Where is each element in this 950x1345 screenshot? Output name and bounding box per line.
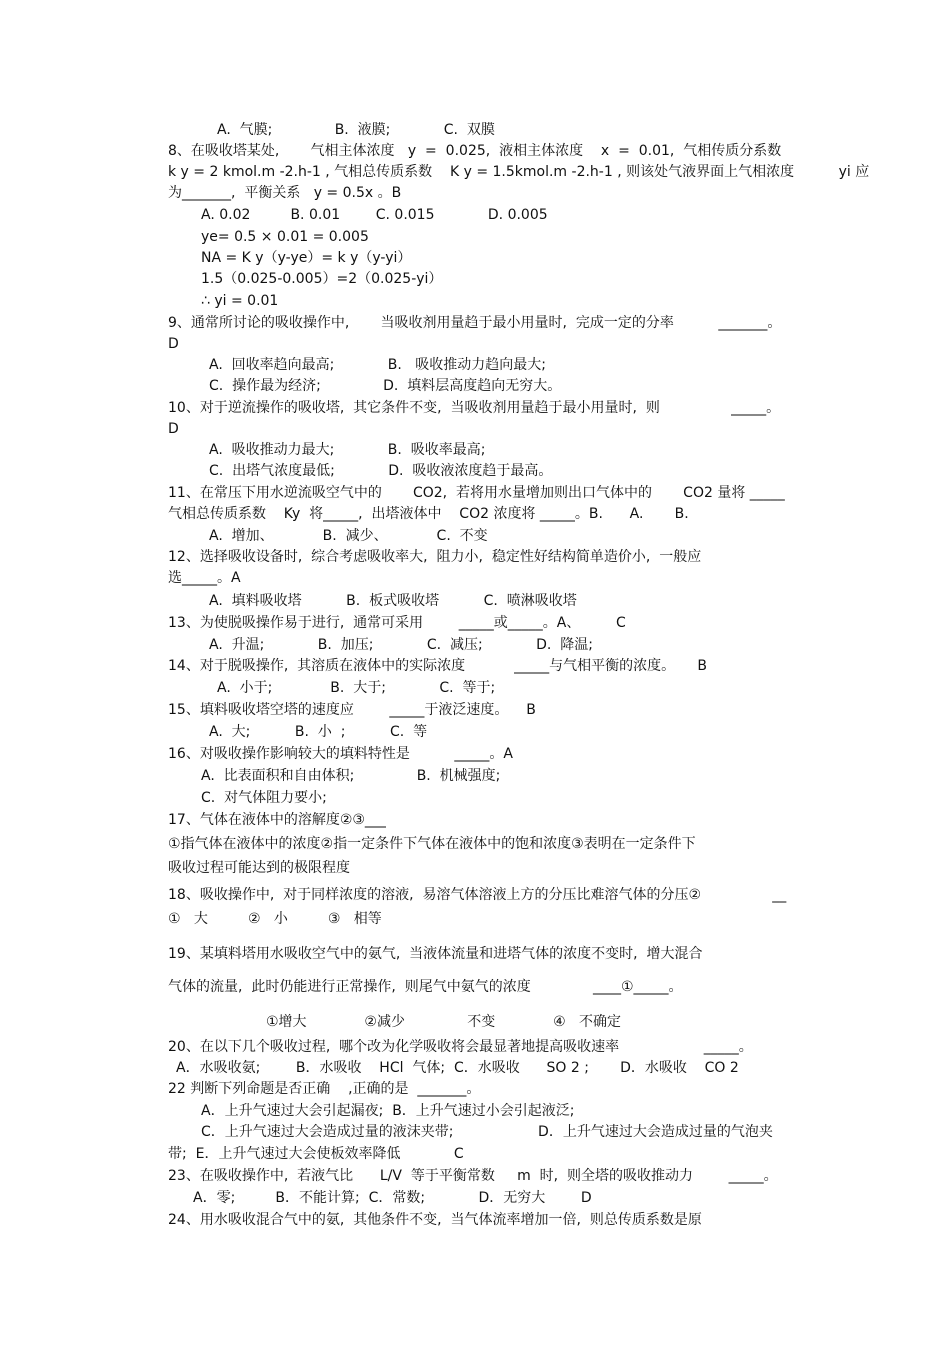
question-23-options: A．零; B．不能计算; C．常数; D．无穷大 D (193, 1190, 592, 1206)
question-18: 18、吸收操作中, 对于同样浓度的溶液, 易溶气体溶液上方的分压比难溶气体的分压② __ (168, 887, 787, 903)
question-14-options: A. 小于; B. 大于; C. 等于; (217, 680, 496, 696)
question-20-options: A．水吸收氨; B．水吸收 HCl 气体; C．水吸收 SO 2 ; D．水吸收 CO 2 (176, 1060, 739, 1076)
question-11: 11、在常压下用水逆流吸空气中的 CO2, 若将用水量增加则出口气体中的 CO2 量将 _____ (168, 485, 785, 501)
question-9-options-ab: A. 回收率趋向最高; B. 吸收推动力趋向最大; (209, 357, 546, 373)
question-17-options-line2: 吸收过程可能达到的极限程度 (168, 860, 350, 876)
question-8-line3: 为_______, 平衡关系 y = 0.5x 。B (168, 185, 402, 201)
question-8-line2: k y = 2 kmol.m -2.h-1 , 气相总传质系数 K y = 1.5kmol.m -2.h-1 , 则该处气液界面上气相浓度 yi 应 (168, 164, 870, 180)
question-8-options: A. 0.02 B. 0.01 C. 0.015 D. 0.005 (201, 207, 548, 223)
question-14: 14、对于脱吸操作, 其溶质在液体中的实际浓度 _____与气相平衡的浓度。 B (168, 658, 707, 674)
question-13: 13、为使脱吸操作易于进行, 通常可采用 _____或_____。A、 C (168, 615, 626, 631)
question-10-options-ab: A. 吸收推动力最大; B. 吸收率最高; (209, 442, 486, 458)
question-11-options: A. 增加、 B. 减少、 C. 不变 (209, 528, 488, 544)
question-10-answer: D (168, 421, 179, 437)
solution-step-4: ∴ yi = 0.01 (201, 293, 279, 309)
question-16-options-c: C. 对气体阻力要小; (201, 790, 327, 806)
question-22-options-cd: C．上升气速过大会造成过量的液沫夹带; D．上升气速过大会造成过量的气泡夹 (201, 1124, 773, 1140)
solution-step-2: NA = K y（y-ye）= k y（y-yi） (201, 250, 412, 266)
question-22-options-ab: A．上升气速过大会引起漏夜; B．上升气速过小会引起液泛; (201, 1103, 575, 1119)
question-22-options-e: 带; E．上升气速过大会使板效率降低 C (168, 1146, 464, 1162)
question-23: 23、在吸收操作中, 若液气比 L/V 等于平衡常数 m 时, 则全塔的吸收推动力 _____。 (168, 1168, 778, 1184)
question-10-options-cd: C. 出塔气浓度最低; D. 吸收液浓度趋于最高。 (209, 463, 553, 479)
question-12: 12、选择吸收设备时, 综合考虑吸收率大, 阻力小, 稳定性好结构简单造价小, 一般应 (168, 549, 702, 565)
question-12-line2: 选_____。A (168, 570, 241, 586)
question-16-options-ab: A. 比表面积和自由体积; B. 机械强度; (201, 768, 501, 784)
question-9-answer: D (168, 336, 179, 352)
question-19-options: ①增大 ②减少 不变 ④ 不确定 (266, 1014, 622, 1030)
solution-step-3: 1.5（0.025-0.005）=2（0.025-yi） (201, 271, 443, 287)
question-12-options: A. 填料吸收塔 B. 板式吸收塔 C. 喷淋吸收塔 (209, 593, 577, 609)
question-17-options: ①指气体在液体中的浓度②指一定条件下气体在液体中的饱和浓度③表明在一定条件下 (168, 836, 696, 852)
question-15: 15、填料吸收塔空塔的速度应 _____于液泛速度。 B (168, 702, 536, 718)
question-20: 20、在以下几个吸收过程, 哪个改为化学吸收将会最显著地提高吸收速率 _____。 (168, 1039, 753, 1055)
question-16: 16、对吸收操作影响较大的填料特性是 _____。A (168, 746, 513, 762)
line-7-options: A. 气膜; B. 液膜; C. 双膜 (217, 122, 495, 138)
question-9: 9、通常所讨论的吸收操作中, 当吸收剂用量趋于最小用量时, 完成一定的分率 _______。 (168, 315, 782, 331)
question-24: 24、用水吸收混合气中的氨, 其他条件不变, 当气体流率增加一倍, 则总传质系数是原 (168, 1212, 702, 1228)
question-18-options: ① 大 ② 小 ③ 相等 (168, 911, 382, 927)
question-15-options: A. 大; B. 小 ; C. 等 (209, 724, 428, 740)
question-19: 19、某填料塔用水吸收空气中的氨气, 当液体流量和进塔气体的浓度不变时, 增大混合 (168, 946, 703, 962)
question-11-line2: 气相总传质系数 Ky 将_____, 出塔液体中 CO2 浓度将 _____。B. A. B. (168, 506, 689, 522)
question-22: 22 判断下列命题是否正确 ,正确的是 _______。 (168, 1081, 481, 1097)
question-10: 10、对于逆流操作的吸收塔, 其它条件不变, 当吸收剂用量趋于最小用量时, 则 _____。 (168, 400, 781, 416)
question-17: 17、气体在液体中的溶解度②③___ (168, 812, 386, 828)
question-8: 8、在吸收塔某处, 气相主体浓度 y = 0.025, 液相主体浓度 x = 0.01, 气相传质分系数 (168, 143, 782, 159)
question-9-options-cd: C. 操作最为经济; D. 填料层高度趋向无穷大。 (209, 378, 562, 394)
question-13-options: A. 升温; B. 加压; C. 减压; D. 降温; (209, 637, 593, 653)
question-19-line2: 气体的流量, 此时仍能进行正常操作, 则尾气中氨气的浓度 ____①_____。 (168, 979, 683, 995)
solution-step-1: ye= 0.5 × 0.01 = 0.005 (201, 229, 369, 245)
